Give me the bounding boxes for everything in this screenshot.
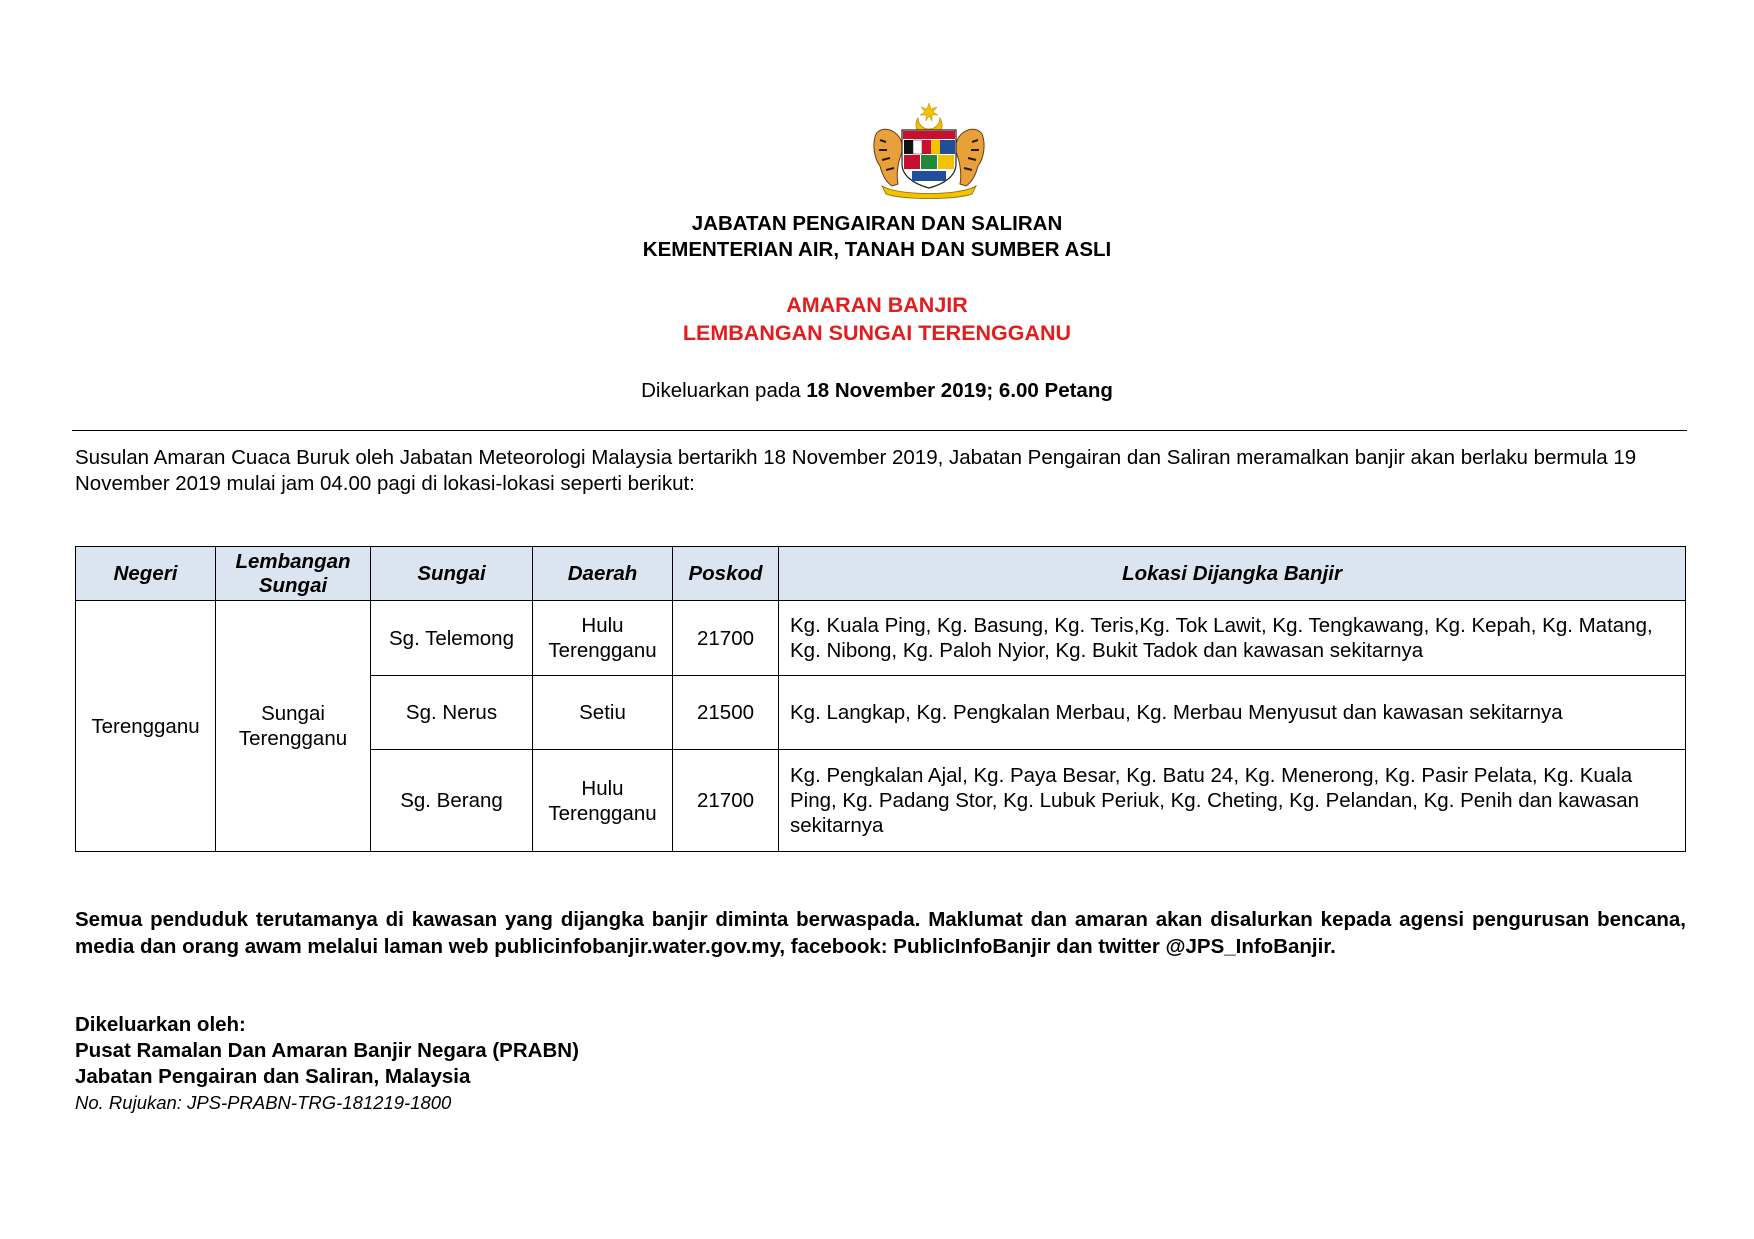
cell-lokasi: Kg. Pengkalan Ajal, Kg. Paya Besar, Kg. Batu 24, Kg. Menerong, Kg. Pasir Pelata, Kg. Kuala Ping, Kg. Padang Stor, Kg. Lubuk Periuk, Kg. Cheting, Kg. Pelandan, Kg. Penih dan kawasan sekitarnya <box>779 750 1686 852</box>
header-lokasi: Lokasi Dijangka Banjir <box>779 547 1686 601</box>
cell-poskod: 21700 <box>673 750 779 852</box>
ministry-name: KEMENTERIAN AIR, TANAH DAN SUMBER ASLI <box>642 238 1112 261</box>
header-daerah: Daerah <box>533 547 673 601</box>
cell-negeri: Terengganu <box>76 601 216 852</box>
warning-title-line1: AMARAN BANJIR <box>786 293 968 317</box>
cell-sungai: Sg. Telemong <box>371 601 533 676</box>
issued-date-line <box>0 378 1754 404</box>
reference-number: No. Rujukan: JPS-PRABN-TRG-181219-1800 <box>75 1092 452 1113</box>
cell-daerah: Setiu <box>533 676 673 750</box>
issuer-block <box>75 1012 579 1116</box>
warning-title-line2: LEMBANGAN SUNGAI TERENGGANU <box>682 321 1072 345</box>
cell-poskod: 21500 <box>673 676 779 750</box>
cell-daerah: Hulu Terengganu <box>533 601 673 676</box>
header-lembangan: Lembangan Sungai <box>216 547 371 601</box>
cell-sungai: Sg. Nerus <box>371 676 533 750</box>
issuer-centre: Pusat Ramalan Dan Amaran Banjir Negara (PRABN) <box>75 1039 579 1062</box>
public-notice-paragraph: Semua penduduk terutamanya di kawasan yang dijangka banjir diminta berwaspada. Maklumat dan amaran akan disalurkan kepada agensi pengurusan bencana, media dan orang awam melalui laman web publicinfobanjir.water.gov.my, facebook: PublicInfoBanjir dan twitter @JPS_InfoBanjir. <box>75 908 1686 958</box>
warning-title <box>0 291 1754 347</box>
cell-lokasi: Kg. Kuala Ping, Kg. Basung, Kg. Teris,Kg. Tok Lawit, Kg. Tengkawang, Kg. Kepah, Kg. Matang, Kg. Nibong, Kg. Paloh Nyior, Kg. Bukit Tadok dan kawasan sekitarnya <box>779 601 1686 676</box>
cell-poskod: 21700 <box>673 601 779 676</box>
header-sungai: Sungai <box>371 547 533 601</box>
issued-datetime: 18 November 2019; 6.00 Petang <box>806 379 1113 402</box>
header-poskod: Poskod <box>673 547 779 601</box>
header-negeri: Negeri <box>76 547 216 601</box>
coat-of-arms-emblem <box>868 100 990 200</box>
agency-heading <box>0 211 1754 263</box>
issued-prefix: Dikeluarkan pada <box>641 379 807 402</box>
issuer-department: Jabatan Pengairan dan Saliran, Malaysia <box>75 1065 471 1088</box>
cell-lokasi: Kg. Langkap, Kg. Pengkalan Merbau, Kg. Merbau Menyusut dan kawasan sekitarnya <box>779 676 1686 750</box>
issuer-label: Dikeluarkan oleh: <box>75 1013 246 1036</box>
table-row <box>76 601 1686 676</box>
horizontal-divider <box>72 430 1687 431</box>
cell-sungai: Sg. Berang <box>371 750 533 852</box>
intro-paragraph: Susulan Amaran Cuaca Buruk oleh Jabatan Meteorologi Malaysia bertarikh 18 November 2019, Jabatan Pengairan dan Saliran meramalkan banjir akan berlaku bermula 19 November 2019 mulai jam 04.00 pagi di lokasi-lokasi seperti berikut: <box>75 446 1637 495</box>
agency-name: JABATAN PENGAIRAN DAN SALIRAN <box>691 212 1063 235</box>
flood-locations-table <box>75 546 1686 852</box>
cell-lembangan: Sungai Terengganu <box>216 601 371 852</box>
cell-daerah: Hulu Terengganu <box>533 750 673 852</box>
table-header-row <box>76 547 1686 601</box>
